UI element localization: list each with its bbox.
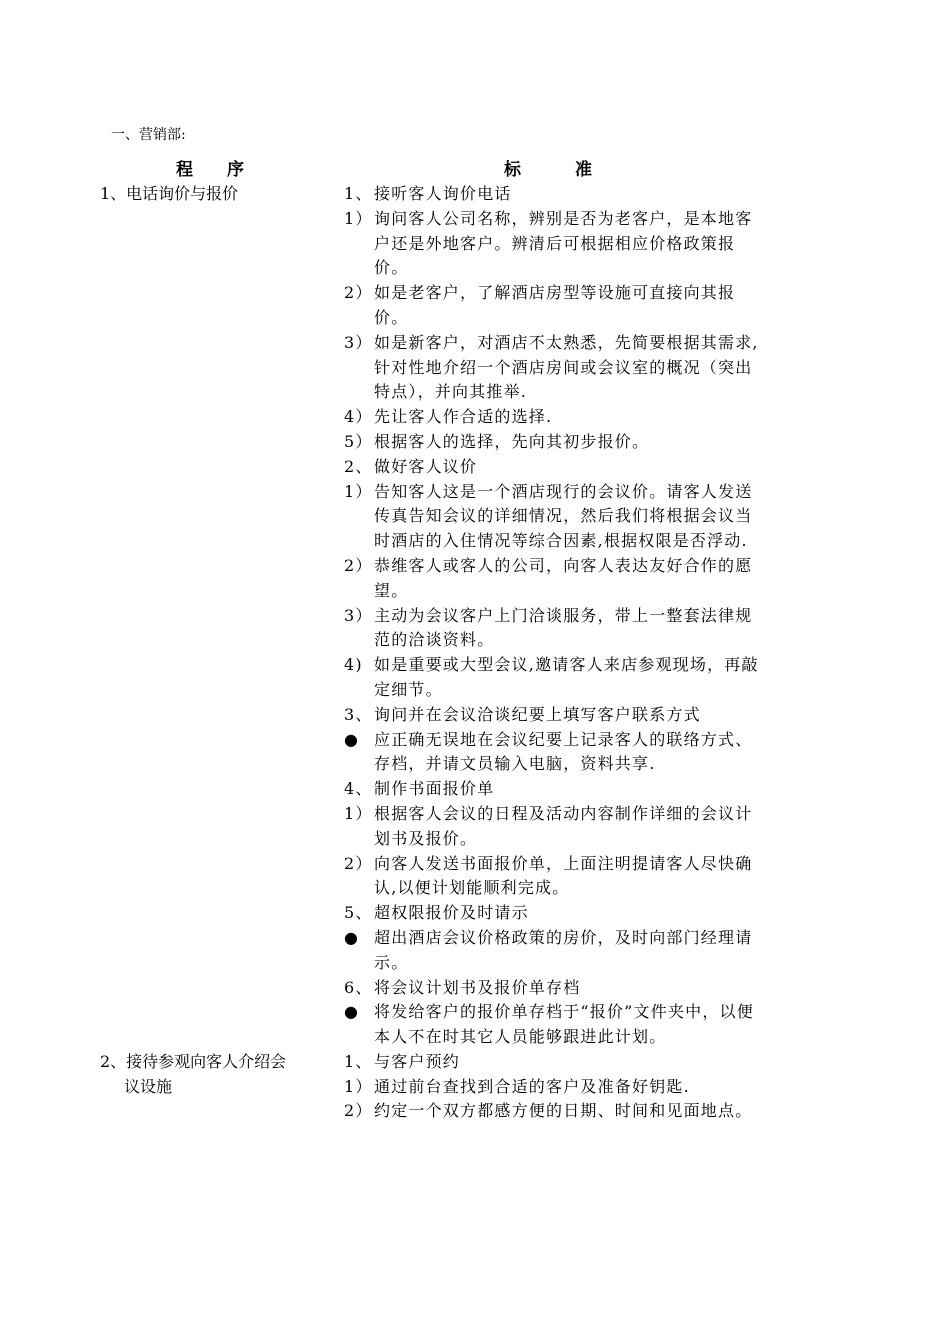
item-marker: 2、: [344, 456, 373, 476]
item-marker: ●: [344, 927, 360, 947]
item-text: 根据客人的选择，先向其初步报价。: [374, 431, 650, 451]
item-marker: 1）: [344, 1076, 373, 1096]
list-item: [344, 1050, 760, 1075]
item-marker: 2）: [344, 853, 373, 873]
table-row: [100, 1050, 760, 1124]
column-header-procedure: 程序: [176, 160, 278, 180]
item-marker: 1）: [344, 208, 373, 228]
item-text: 接听客人询价电话: [374, 184, 512, 203]
list-item: [344, 455, 760, 480]
item-marker: 4、: [344, 779, 373, 799]
item-text: 恭维客人或客人的公司，向客人表达友好合作的愿望。: [374, 555, 753, 600]
item-text: 将会议计划书及报价单存档: [374, 977, 581, 997]
column-header-standard: 标准: [504, 160, 646, 180]
item-marker: 5、: [344, 903, 373, 923]
list-item: [344, 703, 760, 728]
list-item: [344, 331, 760, 405]
list-item: [344, 976, 760, 1001]
item-marker: 2）: [344, 1101, 373, 1121]
item-marker: 2）: [344, 555, 373, 575]
item-marker: 4）: [344, 407, 373, 427]
item-marker: ●: [344, 729, 360, 749]
list-item: [344, 182, 760, 207]
list-item: [344, 653, 760, 703]
item-marker: 3）: [344, 605, 373, 625]
list-item: [344, 728, 760, 778]
item-text: 应正确无误地在会议纪要上记录客人的联络方式、存档，并请文员输入电脑，资料共享.: [374, 729, 753, 774]
item-marker: 1、: [344, 1051, 373, 1071]
item-text: 超出酒店会议价格政策的房价，及时向部门经理请示。: [374, 927, 753, 972]
list-item: [344, 604, 760, 654]
item-marker: 1）: [344, 803, 373, 823]
item-text: 如是老客户，了解酒店房型等设施可直接向其报价。: [374, 283, 736, 327]
list-item: [344, 1075, 760, 1100]
list-item: [344, 281, 760, 331]
item-marker: 5）: [344, 431, 373, 451]
item-marker: 3）: [344, 332, 373, 352]
item-text: 约定一个双方都感方便的日期、时间和见面地点。: [374, 1101, 753, 1121]
list-item: [344, 430, 760, 455]
procedure-cell: [100, 1050, 344, 1124]
list-item: [344, 901, 760, 926]
item-marker: 1）: [344, 481, 373, 501]
standard-cell: [344, 1050, 760, 1124]
item-text: 根据客人会议的日程及活动内容制作详细的会议计划书及报价。: [374, 803, 753, 848]
item-text: 询问并在会议洽谈纪要上填写客户联系方式: [374, 704, 701, 724]
procedure-text: 2、接待参观向客人介绍会: [100, 1051, 287, 1071]
item-text: 向客人发送书面报价单，上面注明提请客人尽快确认,以便计划能顺利完成。: [374, 853, 753, 898]
item-text: 先让客人作合适的选择.: [374, 407, 553, 427]
item-text: 如是新客户，对酒店不太熟悉，先简要根据其需求,针对性地介绍一个酒店房间或会议室的概况（突出特点），并向其推举.: [374, 332, 759, 402]
list-item: [344, 207, 760, 281]
standard-cell: [344, 182, 760, 1050]
list-item: [344, 802, 760, 852]
item-text: 超权限报价及时请示: [374, 903, 529, 923]
item-marker: ●: [344, 1002, 360, 1022]
item-text: 将发给客户的报价单存档于“报价”文件夹中，以便本人不在时其它人员能够跟进此计划。: [374, 1002, 754, 1047]
list-item: [344, 405, 760, 430]
item-marker: 6、: [344, 977, 373, 997]
list-item: [344, 554, 760, 604]
list-item: [344, 1000, 760, 1050]
item-text: 做好客人议价: [374, 456, 478, 476]
section-title: 一、营销部:: [111, 127, 186, 143]
item-marker: 1、: [344, 184, 373, 203]
item-text: 主动为会议客户上门洽谈服务，带上一整套法律规范的洽谈资料。: [374, 605, 753, 650]
item-text: 如是重要或大型会议,邀请客人来店参观现场，再敲定细节。: [374, 655, 759, 699]
item-text: 制作书面报价单: [374, 779, 495, 799]
procedure-text: 1、电话询价与报价: [100, 184, 239, 203]
list-item: [344, 852, 760, 902]
item-marker: 2）: [344, 283, 373, 303]
item-marker: 4): [344, 655, 363, 675]
procedure-cell: [100, 182, 344, 1050]
table-row: [100, 182, 760, 1050]
list-item: [344, 777, 760, 802]
list-item: [344, 926, 760, 976]
list-item: [344, 480, 760, 554]
procedure-text: 议设施: [124, 1076, 173, 1096]
item-text: 通过前台查找到合适的客户及准备好钥匙.: [374, 1076, 690, 1096]
item-text: 询问客人公司名称，辨别是否为老客户，是本地客户还是外地客户。辨清后可根据相应价格政策报价。: [374, 208, 753, 278]
list-item: [344, 1099, 760, 1124]
item-text: 与客户预约: [374, 1051, 461, 1071]
item-text: 告知客人这是一个酒店现行的会议价。请客人发送传真告知会议的详细情况，然后我们将根据会议当时酒店的入住情况等综合因素,根据权限是否浮动.: [374, 481, 753, 551]
procedure-standard-table: [100, 182, 760, 1124]
item-marker: 3、: [344, 704, 373, 724]
